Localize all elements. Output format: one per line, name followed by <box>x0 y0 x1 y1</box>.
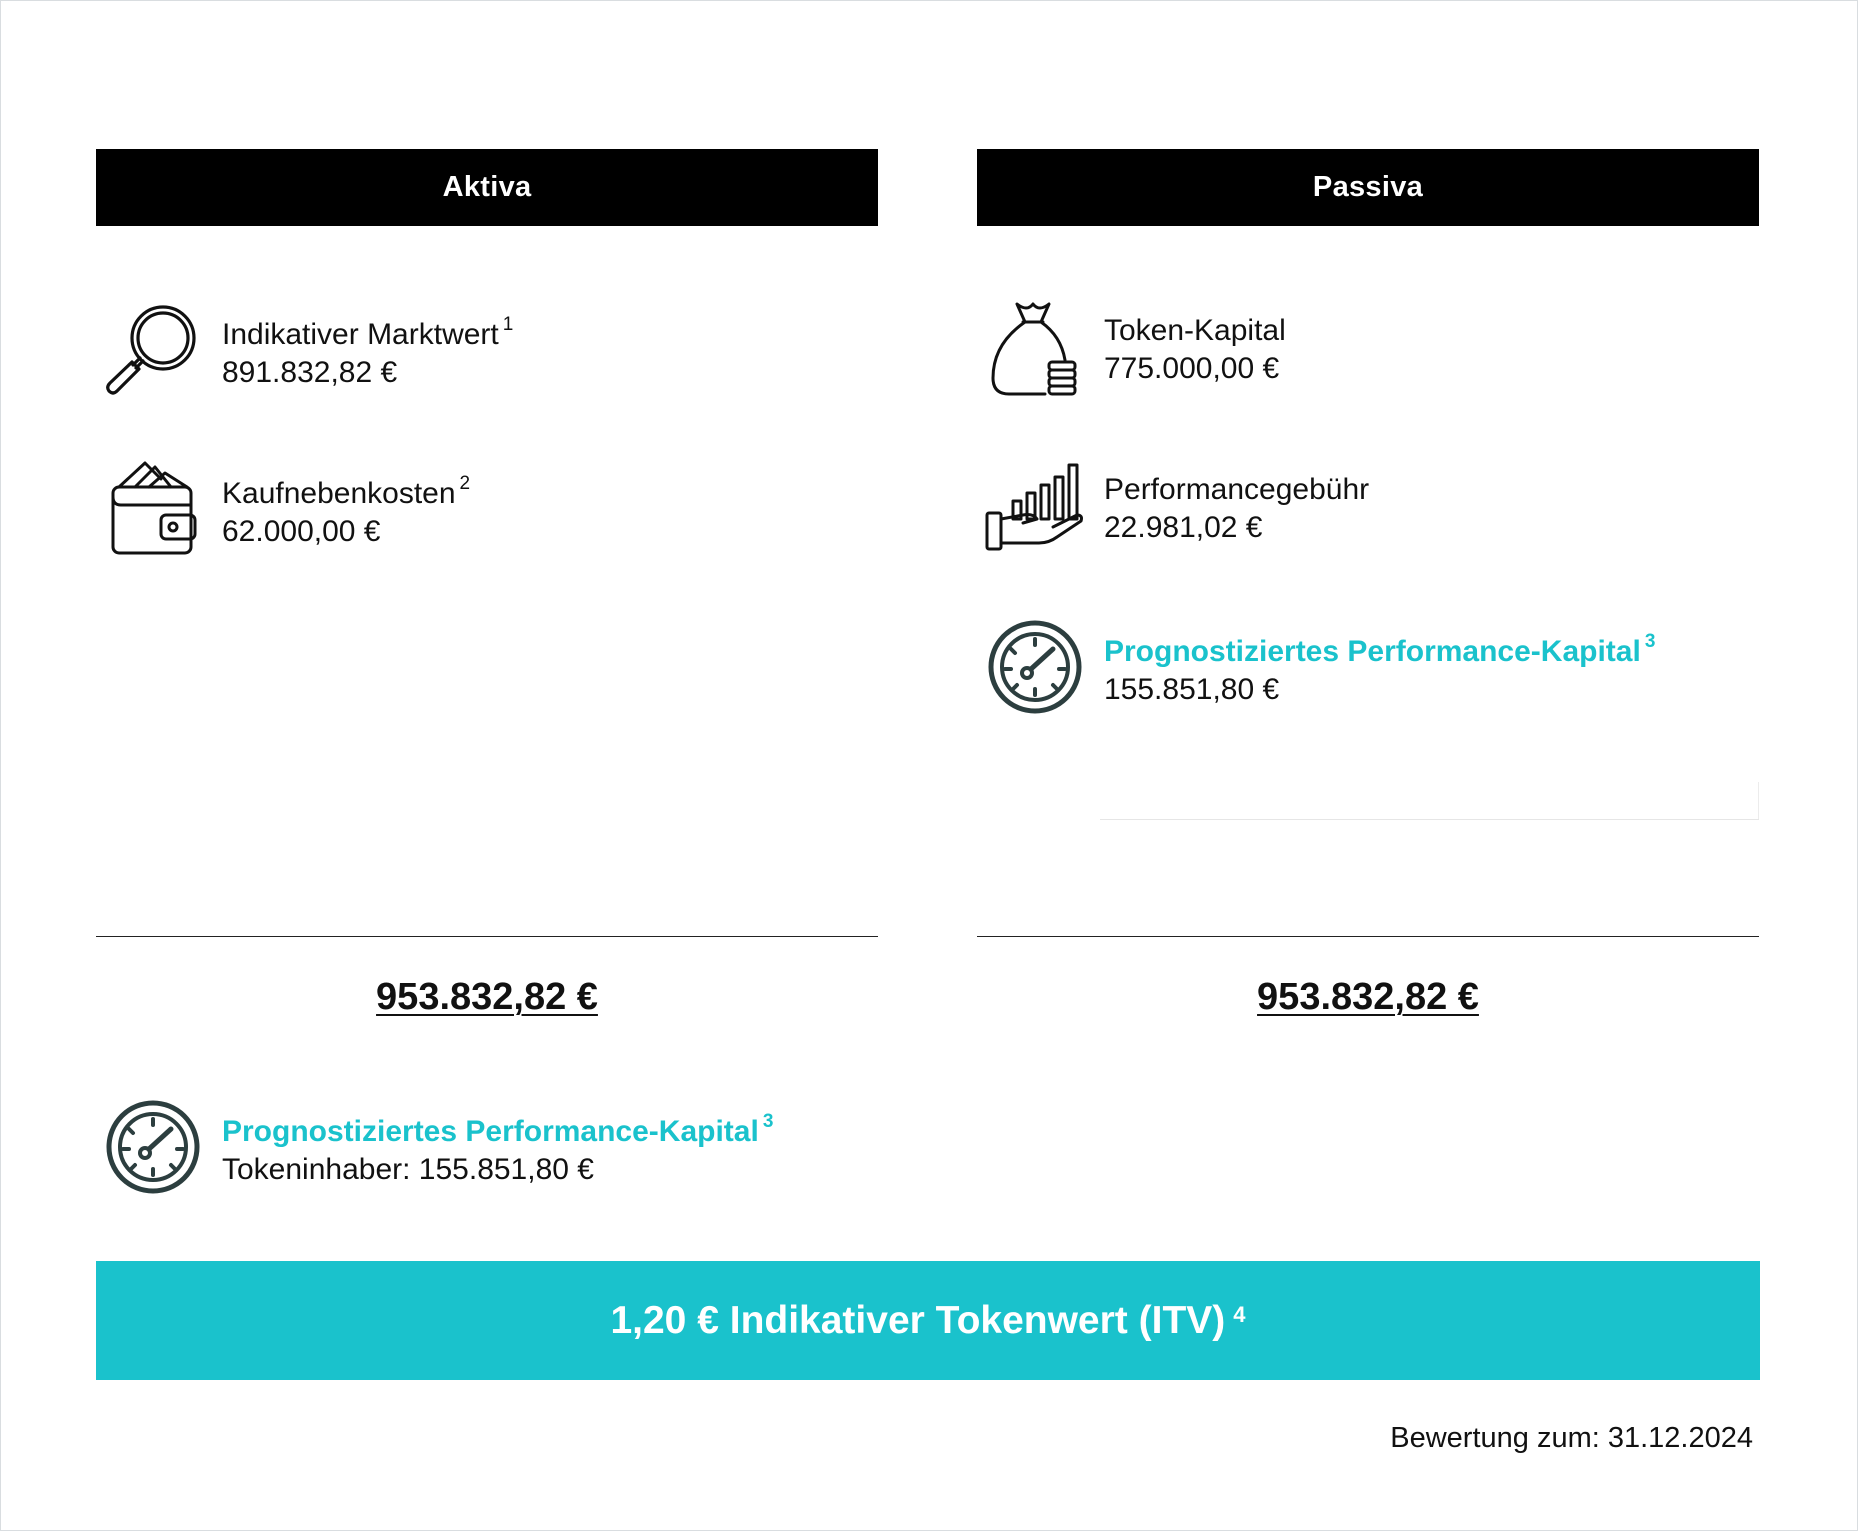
passiva-item-token-kapital <box>980 295 1286 405</box>
passiva-performance-kapital-value: 155.851,80 € <box>1104 672 1280 706</box>
itv-footnote: 4 <box>1233 1301 1246 1327</box>
aktiva-header: Aktiva <box>96 149 878 226</box>
token-kapital-value: 775.000,00 € <box>1104 352 1280 385</box>
passiva-total: 953.832,82 € <box>1257 976 1479 1018</box>
passiva-item-performance-kapital <box>980 612 1655 722</box>
faint-divider-tick <box>1758 782 1759 820</box>
money-bag-icon <box>980 295 1090 405</box>
passiva-divider <box>977 936 1759 937</box>
aktiva-item-kaufnebenkosten <box>98 454 470 564</box>
performance-kapital-label: Prognostiziertes Performance-Kapital $^3$ <box>222 1110 774 1148</box>
itv-text: 1,20 € Indikativer Tokenwert (ITV) <box>610 1298 1226 1342</box>
token-kapital-label: Token-Kapital <box>1104 314 1286 347</box>
tokeninhaber-value: Tokeninhaber: 155.851,80 € <box>222 1152 594 1186</box>
speedometer-icon <box>980 612 1090 722</box>
aktiva-item-marktwert <box>98 295 513 405</box>
kaufnebenkosten-value: 62.000,00 € <box>222 514 381 548</box>
performance-kapital-tokeninhaber <box>98 1092 773 1202</box>
speedometer-icon <box>98 1092 208 1202</box>
faint-divider-line <box>1100 819 1759 820</box>
magnifier-icon <box>98 295 208 405</box>
valuation-date: Bewertung zum: 31.12.2024 <box>1390 1422 1753 1454</box>
passiva-header: Passiva <box>977 149 1759 226</box>
performancegebuehr-label: Performancegebühr <box>1104 473 1370 506</box>
passiva-item-performancegebuehr <box>980 454 1369 564</box>
passiva-performance-kapital-label: Prognostiziertes Performance-Kapital $^3$ <box>1104 630 1656 668</box>
aktiva-divider <box>96 936 878 937</box>
performancegebuehr-value: 22.981,02 € <box>1104 511 1263 544</box>
marktwert-value: 891.832,82 € <box>222 355 398 389</box>
itv-banner <box>96 1261 1760 1380</box>
marktwert-label: Indikativer Marktwert $^1$ <box>222 313 514 351</box>
aktiva-total: 953.832,82 € <box>376 976 598 1018</box>
wallet-icon <box>98 454 208 564</box>
hand-chart-icon <box>980 454 1090 564</box>
kaufnebenkosten-label: Kaufnebenkosten $^2$ <box>222 472 471 510</box>
